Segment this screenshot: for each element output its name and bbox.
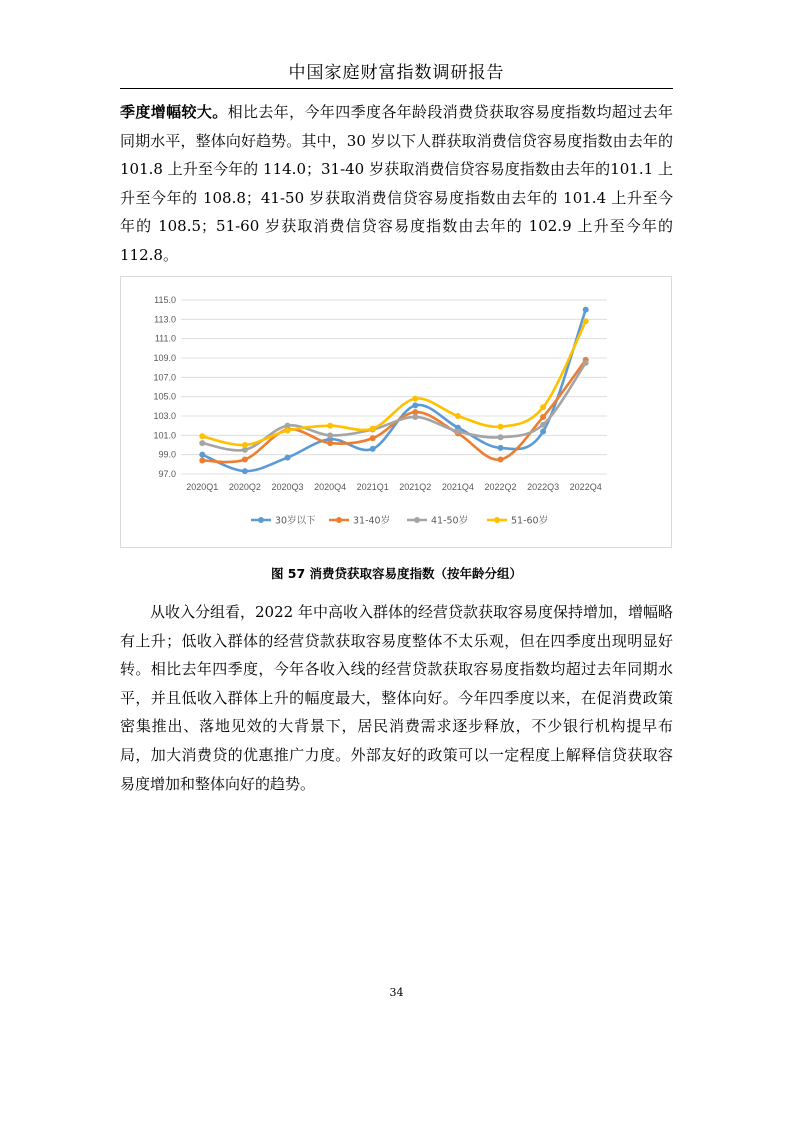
paragraph-bold-lead: 季度增幅较大。 [120, 103, 228, 121]
data-point [583, 307, 589, 313]
data-point [540, 422, 546, 428]
y-tick-label: 103.0 [153, 411, 176, 421]
data-point [285, 428, 291, 434]
y-tick-label: 99.0 [158, 449, 176, 460]
x-tick-label: 2020Q4 [314, 482, 347, 492]
figure-caption: 图 57 消费贷获取容易度指数（按年龄分组） [270, 566, 523, 581]
data-point [370, 446, 376, 452]
data-point [540, 404, 546, 410]
data-point [583, 360, 589, 366]
data-point [540, 428, 546, 434]
data-point [242, 457, 248, 463]
data-point [370, 426, 376, 432]
y-tick-label: 109.0 [153, 353, 176, 363]
data-point [412, 402, 418, 408]
x-tick-label: 2022Q4 [569, 482, 602, 492]
legend-marker [494, 517, 500, 523]
y-tick-label: 101.0 [153, 430, 176, 441]
data-point [540, 414, 546, 420]
data-point [242, 468, 248, 474]
data-point [412, 414, 418, 420]
page-number: 34 [389, 986, 404, 999]
data-point [498, 445, 504, 451]
header-divider [120, 88, 673, 89]
consumer-loan-chart [120, 276, 672, 548]
legend-label: 31-40岁 [353, 515, 391, 527]
legend-label: 41-50岁 [431, 515, 469, 527]
data-point [455, 428, 461, 434]
x-tick-label: 2020Q1 [186, 482, 219, 492]
data-point [412, 396, 418, 402]
legend-marker [258, 517, 264, 523]
paragraph-age-groups [120, 98, 673, 270]
y-tick-label: 97.0 [158, 469, 176, 479]
data-point [327, 423, 333, 429]
legend-label: 51-60岁 [511, 515, 549, 527]
data-point [498, 434, 504, 440]
data-point [199, 433, 205, 439]
legend-marker [414, 517, 420, 523]
legend-marker [336, 517, 342, 523]
y-tick-label: 113.0 [154, 314, 176, 325]
y-tick-label: 115.0 [154, 295, 176, 305]
data-point [370, 435, 376, 441]
data-point [498, 457, 504, 463]
x-tick-label: 2020Q2 [228, 482, 261, 492]
data-point [455, 413, 461, 419]
data-point [498, 424, 504, 430]
data-point [327, 440, 333, 446]
x-tick-label: 2021Q4 [441, 482, 474, 492]
x-tick-label: 2022Q2 [484, 482, 517, 492]
y-tick-label: 111.0 [154, 333, 176, 344]
series-line [202, 310, 585, 471]
data-point [327, 432, 333, 438]
y-tick-label: 107.0 [153, 372, 176, 383]
data-point [199, 452, 205, 458]
legend-label: 30岁以下 [275, 515, 316, 527]
data-point [285, 455, 291, 461]
data-point [583, 318, 589, 324]
line-chart-svg [121, 277, 673, 549]
page-header-title: 中国家庭财富指数调研报告 [288, 63, 505, 83]
x-tick-label: 2021Q2 [399, 482, 432, 492]
data-point [199, 440, 205, 446]
x-tick-label: 2021Q1 [356, 482, 389, 492]
data-point [242, 442, 248, 448]
paragraph-body: 相比去年，今年四季度各年龄段消费贷获取容易度指数均超过去年同期水平，整体向好趋势。其中，30 岁以下人群获取消费信贷容易度指数由去年的 101.8 上升至今年的 114.0；31-40 岁获取消费信贷容易度指数由去年的101.1 上升至今年的 108.8；41-50 岁获取消费信贷容易度指数由去年的 101.4 上升至今年的 108.5；51-60 岁获取消费信贷容易度指数由去年的 102.9 上升至今年的 112.8。 [120, 103, 673, 264]
x-tick-label: 2020Q3 [271, 482, 304, 492]
x-tick-label: 2022Q3 [527, 482, 560, 492]
data-point [199, 457, 205, 463]
paragraph-income-groups: 从收入分组看，2022 年中高收入群体的经营贷款获取容易度保持增加，增幅略有上升；低收入群体的经营贷款获取容易度整体不太乐观，但在四季度出现明显好转。相比去年四季度，今年各收入线的经营贷款获取容易度指数均超过去年同期水平，并且低收入群体上升的幅度最大，整体向好。今年四季度以来，在促消费政策密集推出、落地见效的大背景下，居民消费需求逐步释放，不少银行机构提早布局，加大消费贷的优惠推广力度。外部友好的政策可以一定程度上解释信贷获取容易度增加和整体向好的趋势。 [120, 603, 673, 793]
y-tick-label: 105.0 [153, 391, 176, 402]
